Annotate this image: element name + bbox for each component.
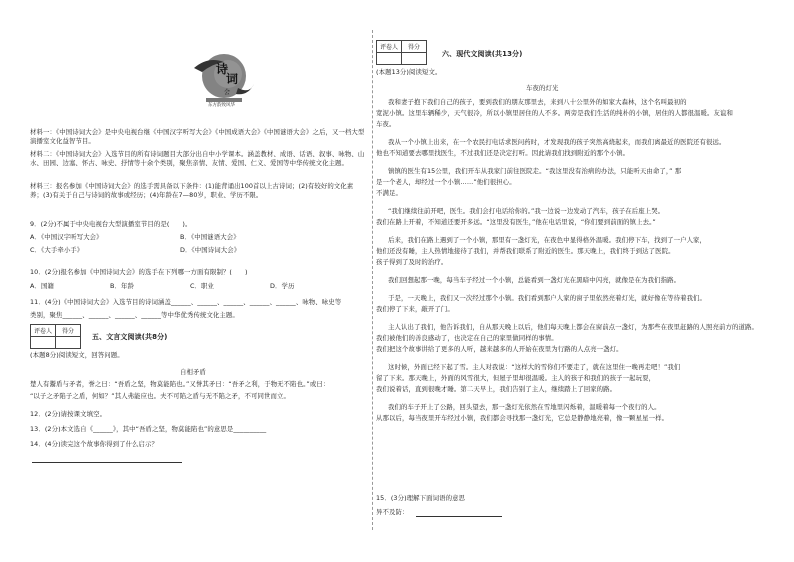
material-3: 材料三：报名参加《中国诗词大会》的选手需具备以下条件：(1)能背诵出100首以上古诗词；(2)有较好的文化素养；(3)有关于自己与诗词的故事或经历；(4)年龄在7—80岁，职业、学历不限。 <box>30 182 354 199</box>
story-p5c: 孩子得到了及时的治疗。 <box>376 258 448 266</box>
logo-char-1: 诗 <box>216 62 229 76</box>
score-header-grader: 评卷人 <box>31 325 56 337</box>
section-6-title: 六、现代文阅读(共13分) <box>442 50 523 58</box>
modern-story-title: 车夜的灯光 <box>526 84 559 92</box>
story-p1c: 车夜。 <box>376 120 396 128</box>
story-p1: 我和妻子抱下我们自己的孩子，要到我们的朋友那里去，来到八十公里外的如家大森林，这个名叫最初的 <box>388 98 687 106</box>
story-p9c: 我们说着话，直到很晚才睡。第二天早上，我们告别了主人，继续踏上了回家的路。 <box>376 385 617 393</box>
question-13[interactable]: 13．(2分)本文选自《______》，其中“吾盾之坚，物莫能陷也”的意思是__________ <box>30 425 267 433</box>
story-p3c: 不满足。 <box>376 189 402 197</box>
story-p8: 主人认出了我们，他告诉我们，自从那天晚上以后，他们每天晚上都会在窗前点一盏灯，为那些在夜里赶路的人照亮前方的道路。 <box>388 323 758 331</box>
q10-option-c[interactable]: C．职业 <box>190 282 215 290</box>
material-2: 材料二：《中国诗词大会》入选节目的所有诗词题目大部分出自中小学课本。涵盖教材、成语、话语、叙事、咏物、山水、田园、边塞、怀古、咏史、抒情等十余个类别，聚焦亲情、友情、爱国、仁义、爱国等中华传统文化主题。 <box>30 150 365 167</box>
question-14: 14．(4分)读完这个故事你得到了什么启示？ <box>30 440 159 448</box>
q10-option-a[interactable]: A．国籍 <box>30 282 54 290</box>
score-box-section-5 <box>30 324 81 349</box>
q9-option-a[interactable]: A．《中国汉字听写大会》 <box>30 233 103 241</box>
story-p5: 后来，我们在路上遇到了一个小镇，那里有一盏灯光，在夜色中显得格外温暖。我们停下车，找到了一户人家， <box>388 236 707 244</box>
story-p2b: 他也不知道要去哪里找医生，不过我们还是决定打听。因此请我们找到附近的那个小镇。 <box>376 149 630 157</box>
material-1: 材料一：《中国诗词大会》是中央电视台继《中国汉字听写大会》《中国成语大会》《中国谜语大会》之后，又一档大型演播室文化益智节目。 <box>30 128 365 145</box>
story-p4b: 我们在路上开着，不知道还要开多远。“这里没有医生，”他在电话里说，“你们要到前面的镇上去。” <box>376 218 656 226</box>
classical-story-line-2: “以子之矛陷子之盾，何如？”其人弗能应也。夫不可陷之盾与无不陷之矛，不可同世而立。 <box>30 392 290 400</box>
logo-char-3: 会 <box>224 89 231 96</box>
story-p9b: 留了下来。那天晚上，外面的风雪很大，但屋子里却很温暖。主人的孩子和我们的孩子一起玩耍， <box>376 374 656 382</box>
question-11-line-2[interactable]: 类别，聚焦______、______、______、______等中华优秀传统文化主题。 <box>30 311 239 319</box>
story-p7: 于是，一天晚上，我们又一次经过那个小镇。我们看到那户人家的窗子里依然亮着灯光，就好像在等待着我们。 <box>388 294 707 302</box>
question-10: 10．(2分)报名参加《中国诗词大会》的选手在下列哪一方面有限制？( ) <box>30 268 248 276</box>
q9-option-b[interactable]: B．《中国谜语大会》 <box>180 233 240 241</box>
poetry-conference-logo <box>188 50 260 108</box>
q15-word: 异不及防： <box>376 508 409 516</box>
question-11-line-1[interactable]: 11．(4分)《中国诗词大会》入选节目的诗词涵盖______、______、______、______、______、咏物、咏史等 <box>30 298 342 306</box>
classical-story-line-1: 楚人有鬻盾与矛者，誉之曰：“吾盾之坚，物莫能陷也。”又誉其矛曰：“吾矛之利，于物无不陷也。”或曰： <box>30 380 330 388</box>
story-p4: “我们继续往前开吧，医生。我们会打电话给你的。”我一边说一边发动了汽车，孩子在后座上哭。 <box>388 207 665 215</box>
story-p10: 我们的车子开上了公路，回头望去，那一盏灯光依然在雪地里闪烁着，温暖着每一个夜行的人。 <box>388 403 661 411</box>
logo-char-2: 词 <box>226 72 239 86</box>
score-header-points-6: 得分 <box>402 41 427 53</box>
story-p6: 我们回想起那一晚，每当车子经过一个小镇，总能看到一盏灯光在黑暗中闪亮，就像是在为我们指路。 <box>388 276 681 284</box>
question-9: 9．(2分)不属于中央电视台大型演播室节目的是( )。 <box>30 220 192 228</box>
story-p8b: 我们被他们的善良感动了，也决定在自己的家里做同样的事情。 <box>376 334 558 342</box>
score-header-points: 得分 <box>56 325 81 337</box>
section-5-title: 五、文言文阅读(共8分) <box>92 333 168 341</box>
classical-story-title: 自相矛盾 <box>180 368 206 376</box>
story-p9: 这时候，外面已经下起了雪。主人对我说：“这样大的雪你们不要走了，就在这里住一晚再走吧！”我们 <box>388 363 681 371</box>
score-cell-grader[interactable] <box>31 337 56 349</box>
q9-option-d[interactable]: D．《中国诗词大会》 <box>180 246 241 254</box>
story-p10b: 从那以后，每当夜里开车经过小镇，我们都会寻找那一盏灯光，它总是静静地亮着，像一颗星星一样。 <box>376 414 669 422</box>
left-column <box>30 0 370 562</box>
story-p5b: 他们还没有睡，主人热情地接待了我们，并帮我们联系了附近的医生。那天晚上，我们终于到达了医院。 <box>376 247 675 255</box>
right-column <box>376 0 758 562</box>
story-p1b: 宽泥小镇。这里车辆稀少，天气很冷，所以小镇里居住的人不多。两旁是我们生活的纯朴的小镇，居住的人都很温暖。友谊和 <box>376 109 733 117</box>
score-cell-points[interactable] <box>56 337 81 349</box>
score-box-section-6 <box>376 40 427 65</box>
story-p3: 镇镇的医生有15公里，我们开车从我家门前往医院走。“我这里没有治病的办法，只能听天由命了，” 那 <box>388 167 682 175</box>
column-divider <box>372 30 373 530</box>
section-6-intro: (本题13分)阅读短文。 <box>376 68 442 76</box>
score-header-grader-6: 评卷人 <box>377 41 402 53</box>
story-p2: 我从一个小镇上出来，在一个农民打电话求医问药时，才发现我的孩子突然高烧起来，而我们离最近的医院还有很远。 <box>388 138 726 146</box>
score-cell-grader-6[interactable] <box>377 53 402 65</box>
story-p8c: 我们把这个故事讲给了更多的人听，越来越多的人开始在夜里为行路的人点亮一盏灯。 <box>376 345 623 353</box>
q10-option-b[interactable]: B．年龄 <box>110 282 134 290</box>
story-p3b: 是一个老人，却经过一个小镇……”他们很担心。 <box>376 178 516 186</box>
question-15: 15．(3分)理解下面词语的意思 <box>376 494 466 502</box>
q9-option-c[interactable]: C．《大手牵小手》 <box>30 246 84 254</box>
q10-option-d[interactable]: D．学历 <box>270 282 295 290</box>
q14-answer-line[interactable] <box>32 462 182 463</box>
story-p7b: 我们停了下来，敲开了门。 <box>376 305 454 313</box>
section-5-intro: (本题8分)阅读短文，回答问题。 <box>30 351 124 359</box>
question-12: 12．(2分)请按课文填空。 <box>30 410 107 418</box>
score-cell-points-6[interactable] <box>402 53 427 65</box>
logo-subtitle: 东方韵致风华 <box>208 103 235 108</box>
q15-answer-line[interactable] <box>416 516 502 517</box>
